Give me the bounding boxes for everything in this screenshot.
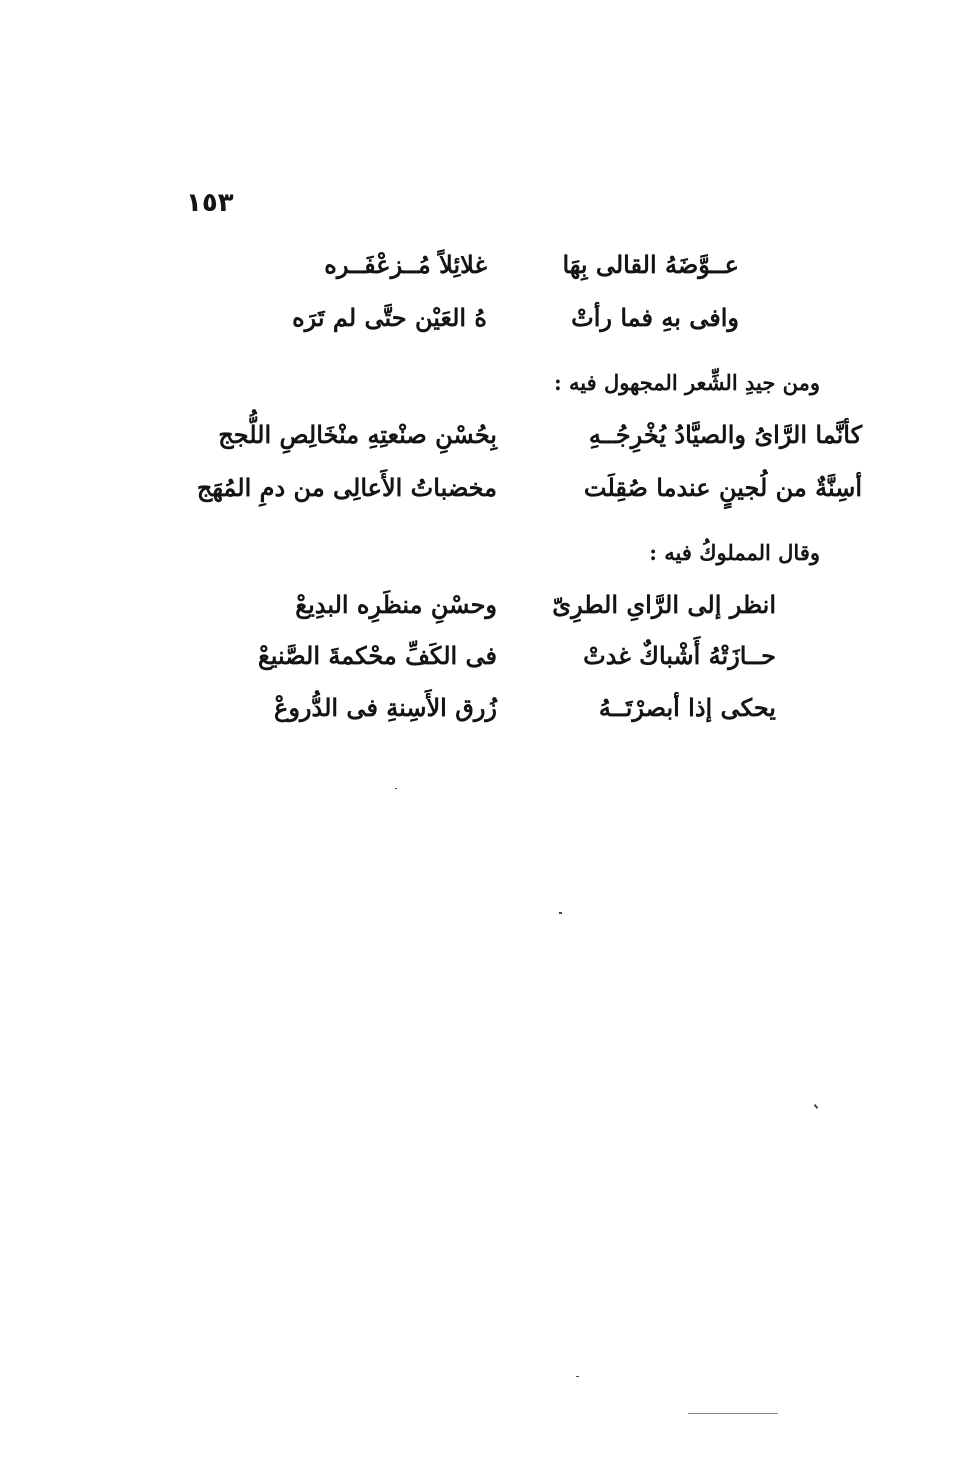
- verse-first-hemistich: انظر إلى الرَّاىِ الطرِىّ: [552, 590, 776, 619]
- verse-first-hemistich: يحكى إذا أبصرْتَــهُ: [598, 693, 776, 722]
- verse-second-hemistich: غلائِلاً مُــزعْفَــره: [324, 250, 487, 279]
- verse-first-hemistich: وافى بهِ فما رأتْ: [571, 303, 739, 332]
- scan-speck: [395, 788, 397, 789]
- verse-first-hemistich: حــازَتْهُ أَشْباكٌ غدتْ: [583, 641, 776, 670]
- verse-second-hemistich: مخضباتُ الأَعالِى من دمِ المُهَج: [196, 473, 497, 502]
- poem-introduction: ومن جيدِ الشِّعر المجهول فيه :: [553, 370, 820, 395]
- verse-first-hemistich: عــوَّضَهُ القالى بِهَا: [562, 250, 739, 279]
- scan-speck: [814, 1104, 819, 1109]
- page-number: ١٥٣: [186, 188, 234, 218]
- scan-speck: [576, 1376, 579, 1377]
- verse-line: [0, 250, 975, 286]
- scan-rule: [688, 1413, 778, 1414]
- verse-line: [0, 590, 975, 626]
- verse-second-hemistich: فى الكَفِّ محْكمةَ الصَّنيعْ: [257, 641, 497, 670]
- verse-line: [0, 693, 975, 729]
- verse-second-hemistich: زُرق الأَسِنةِ فى الدُّروعْ: [274, 693, 497, 722]
- verse-first-hemistich: كأنَّما الرَّاىُ والصيَّادُ يُخْرِجُــهِ: [588, 420, 862, 449]
- verse-line: [0, 303, 975, 339]
- verse-first-hemistich: أسِنَّةٌ من لُجينٍ عندما صُقِلَت: [583, 473, 862, 502]
- poem-introduction: وقال المملوكُ فيه :: [649, 540, 820, 565]
- scan-speck: [559, 912, 562, 914]
- verse-line: [0, 641, 975, 677]
- verse-line: [0, 420, 975, 456]
- verse-second-hemistich: وحسْنِ منظَرِه البدِيعْ: [295, 590, 497, 619]
- verse-second-hemistich: هُ العَيْن حتَّى لم تَرَه: [292, 303, 487, 332]
- verse-second-hemistich: بِحُسْنِ صنْعتِهِ منْخَالِصِ اللُّجج: [218, 420, 497, 449]
- verse-line: [0, 473, 975, 509]
